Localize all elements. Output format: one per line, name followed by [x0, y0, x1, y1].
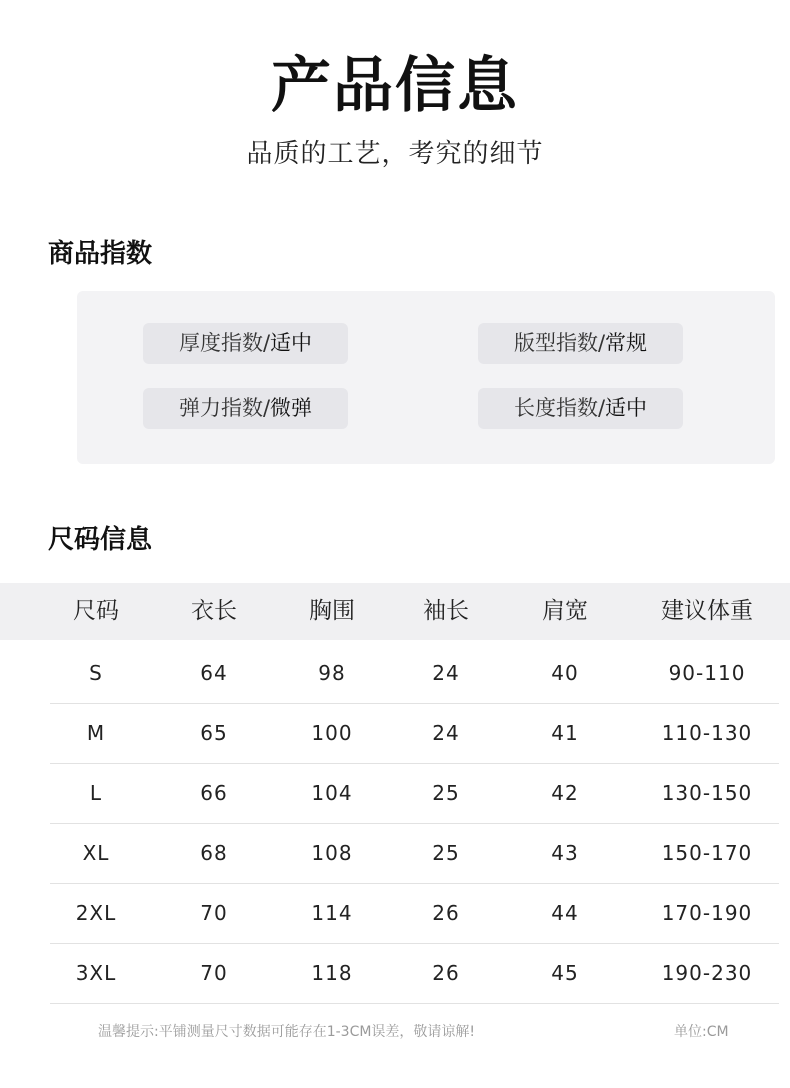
fit-index-value: 常规: [605, 331, 648, 355]
column-header-chest: 胸围: [309, 598, 355, 624]
table-cell: 110-130: [661, 721, 753, 745]
table-cell: 100: [311, 721, 353, 745]
unit-note: 单位:CM: [674, 1024, 729, 1040]
table-row: [50, 823, 779, 884]
table-cell: 25: [432, 841, 460, 865]
table-cell: 70: [200, 961, 228, 985]
elasticity-index-value: 微弹: [270, 396, 313, 420]
table-cell: 25: [432, 781, 460, 805]
table-cell: 3XL: [75, 961, 117, 985]
table-cell: 41: [551, 721, 579, 745]
column-header-sleeve: 袖长: [423, 598, 469, 624]
table-cell: 104: [311, 781, 353, 805]
column-header-weight: 建议体重: [661, 598, 753, 624]
table-cell: 65: [200, 721, 228, 745]
table-cell: 2XL: [75, 901, 117, 925]
table-cell: 43: [551, 841, 579, 865]
table-cell: 24: [432, 721, 460, 745]
table-cell: 130-150: [661, 781, 753, 805]
length-index-value: 适中: [605, 396, 648, 420]
main-title: 产品信息: [271, 51, 519, 121]
table-row: [50, 883, 779, 944]
table-cell: S: [89, 661, 103, 685]
table-row: [50, 943, 779, 1004]
table-cell: 40: [551, 661, 579, 685]
product-index-title: 商品指数: [48, 239, 153, 269]
table-cell: XL: [82, 841, 110, 865]
column-header-shoulder: 肩宽: [542, 598, 588, 624]
table-cell: 150-170: [661, 841, 753, 865]
product-index-panel: [77, 291, 775, 464]
thickness-index-chip: [143, 323, 348, 364]
column-header-size: 尺码: [73, 598, 119, 624]
table-cell: 90-110: [668, 661, 746, 685]
table-cell: 98: [318, 661, 346, 685]
table-cell: 24: [432, 661, 460, 685]
subtitle: 品质的工艺，考究的细节: [246, 139, 544, 169]
fit-index-label: 版型指数/: [513, 331, 606, 355]
table-cell: 118: [311, 961, 353, 985]
table-cell: 170-190: [661, 901, 753, 925]
table-row: [50, 763, 779, 824]
table-cell: 64: [200, 661, 228, 685]
table-cell: 114: [311, 901, 353, 925]
table-cell: 190-230: [661, 961, 753, 985]
measurement-note: 温馨提示:平铺测量尺寸数据可能存在1-3CM误差，敬请谅解!: [98, 1024, 476, 1040]
elasticity-index-label: 弹力指数/: [178, 396, 271, 420]
table-cell: 66: [200, 781, 228, 805]
table-cell: 108: [311, 841, 353, 865]
table-cell: 70: [200, 901, 228, 925]
size-table-header: [0, 583, 790, 640]
fit-index-chip: [478, 323, 683, 364]
table-cell: M: [86, 721, 106, 745]
table-row: [50, 643, 779, 704]
column-header-length: 衣长: [191, 598, 237, 624]
table-cell: 44: [551, 901, 579, 925]
length-index-label: 长度指数/: [513, 396, 606, 420]
table-cell: 26: [432, 961, 460, 985]
length-index-chip: [478, 388, 683, 429]
table-cell: 68: [200, 841, 228, 865]
table-cell: 45: [551, 961, 579, 985]
table-row: [50, 703, 779, 764]
table-cell: 42: [551, 781, 579, 805]
thickness-index-value: 适中: [270, 331, 313, 355]
elasticity-index-chip: [143, 388, 348, 429]
size-info-title: 尺码信息: [48, 525, 153, 555]
table-cell: 26: [432, 901, 460, 925]
thickness-index-label: 厚度指数/: [178, 331, 271, 355]
table-cell: L: [89, 781, 103, 805]
